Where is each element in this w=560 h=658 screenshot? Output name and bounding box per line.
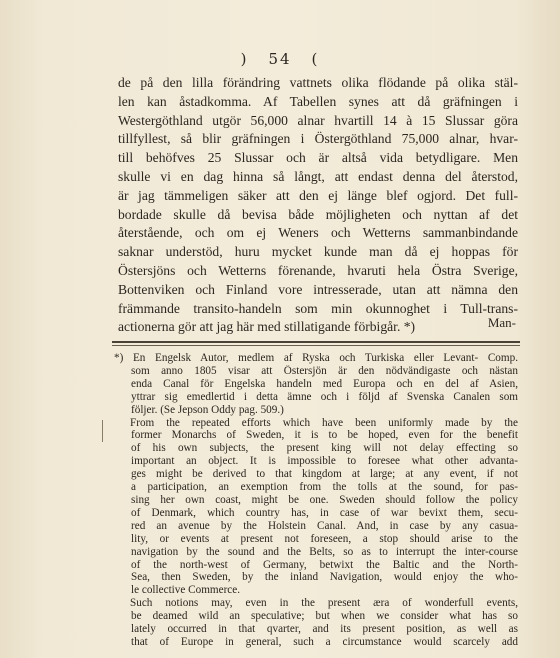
- text-line: actionerna gör att jag här med stillatigande förbigår. *): [118, 319, 416, 335]
- footnote-line: le collective Commerce.: [131, 584, 241, 597]
- footnote-line: Such notions may, even in the present æra of wonderfull events,: [130, 597, 518, 610]
- footnote-line: lity, or events at present not foreseen, a stop should arise to the: [131, 532, 518, 545]
- page-header: [0, 50, 560, 68]
- footnote-line: a participation, an exemption from the tolls at the sound, for pas-: [131, 481, 518, 494]
- footnote-line: From the repeated efforts which have been uniformly made by the: [130, 416, 518, 429]
- footnote-line: of his own subjects, the present king will not delay effecting so: [131, 442, 518, 455]
- page-number: 54: [268, 50, 292, 68]
- footnote-line: red an avenue by the Holstein Canal. And, in case by any casua-: [131, 519, 518, 532]
- footnote-line: navigation by the sound and the Belts, so as to interrupt the inter-course: [131, 545, 518, 558]
- text-line: len kan åstadkomma. Af Tabellen synes att då gräfningen i: [118, 93, 518, 109]
- footnote-line: that of Europe in general, such a circumstance would scarcely add: [131, 635, 518, 648]
- footnote-line: följer. (Se Jepson Oddy pag. 509.): [131, 403, 284, 416]
- text-line: skulle vi en dag hinna så långt, att endast denna del återstod,: [118, 168, 518, 184]
- footnote-line: former Monarchs of Sweden, it is to be hoped, even for the benefit: [131, 429, 518, 442]
- footnote-line: *) En Engelsk Autor, medlem af Ryska och Turkiska eller Levant- Comp.: [114, 352, 518, 364]
- footnote-line: Sea, then Sweden, by the inland Navigation, would enjoy the who-: [131, 571, 518, 584]
- margin-mark: [102, 420, 103, 442]
- text-line: till behöfves 25 Slussar och är altså vida betydligare. Men: [118, 150, 518, 166]
- header-left-paren: ): [240, 50, 249, 68]
- header-right-paren: (: [311, 50, 320, 68]
- text-line: Westergöthland utgör 56,000 alnar hvartill 14 à 15 Slussar göra: [118, 112, 518, 128]
- footnote-line: ges might be derived to that kingdom at large; at any event, if not: [131, 468, 518, 481]
- text-line: tillfyllest, så blir gräfningen i Östergöthland 75,000 alnar, hvar-: [118, 131, 518, 147]
- footnote-line: som anno 1805 visar att Östersjön är den nödvändigaste och nästan: [131, 364, 518, 377]
- catchword: Man-: [487, 315, 516, 330]
- footnote-line: yttrar sig emedlertid i detta ämne och i följd af Svenska Canalen som: [131, 390, 518, 403]
- text-line: Östersjöns och Wetterns förenande, hvaruti hela Östra Sverige,: [118, 262, 518, 278]
- footnote-divider: [112, 341, 520, 343]
- footnote-line: enda Canal för Engelska handeln med Europa och en del af Asien,: [131, 377, 518, 390]
- text-line: är jag tämmeligen säker att den ej länge blef ogjord. Det full-: [118, 187, 518, 203]
- footnote-line: lately occurred in that qvarter, and its present position, as well as: [131, 623, 518, 636]
- text-line: saknar understöd, huru mycket kunde man då ej hoppas för: [118, 244, 518, 260]
- text-line: främmande transito-handeln som min okunnoghet i Tull-trans-: [118, 300, 518, 316]
- footnote-line: of the north-west of Germany, betwixt the Baltic and the North-: [131, 558, 518, 571]
- footnote-divider-thin: [112, 345, 520, 346]
- text-line: bordade skulle då bevisa både möjligheten och nyttan af det: [118, 206, 518, 222]
- footnote-line: sing her own coast, might be one. Sweden should follow the policy: [131, 493, 518, 506]
- footnote-line: important an object. It is impossible to foresee what other advanta-: [131, 455, 518, 468]
- text-line: de på den lilla förändring vattnets olika flödande på olika stäl-: [118, 75, 518, 90]
- main-text: [118, 74, 518, 337]
- text-line: återstående, och om ej Weners och Wetterns sammanbindande: [118, 225, 518, 241]
- footnote: [114, 352, 518, 649]
- footnote-line: be deamed wild an speculative; but when we consider what has so: [131, 610, 518, 623]
- text-line: Bottenviken och Finland vore intresserade, utan att nämna den: [118, 281, 518, 297]
- footnote-line: of Denmark, which country has, in case of war bevixt them, secu-: [131, 506, 518, 519]
